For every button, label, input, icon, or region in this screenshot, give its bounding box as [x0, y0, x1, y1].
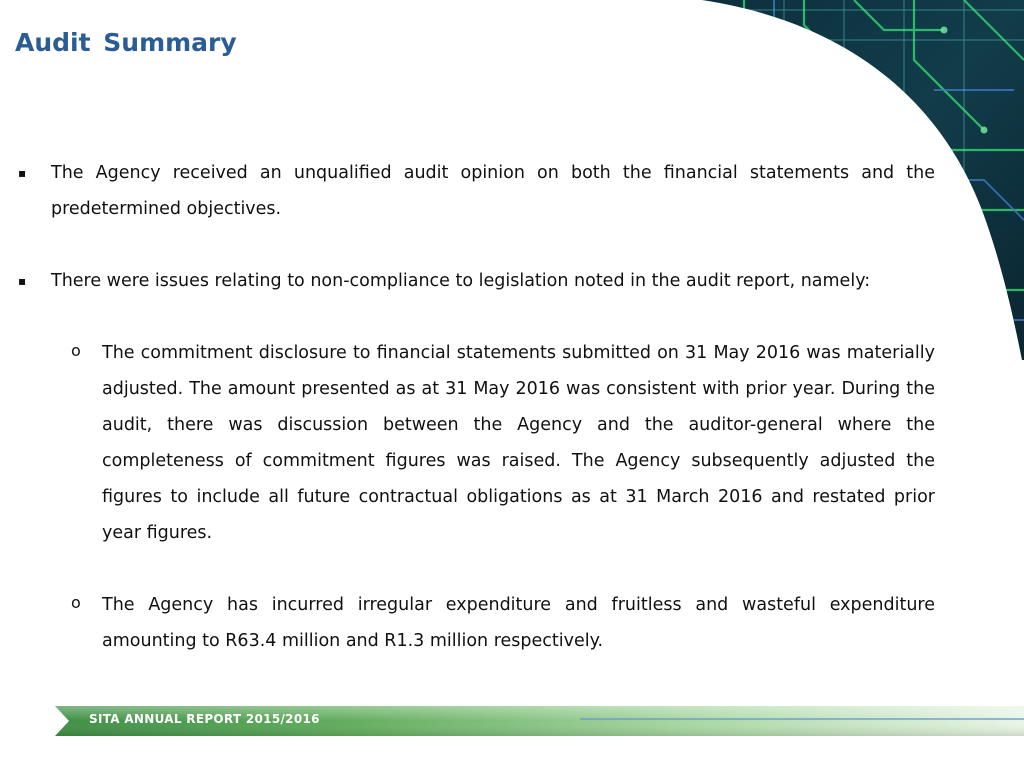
bullet-text: There were issues relating to non-compliance to legislation noted in the audit report, namely:	[51, 271, 871, 291]
circle-bullet-icon: o	[71, 593, 81, 612]
circle-bullet-icon: o	[71, 341, 81, 360]
square-bullet-icon: ▪	[18, 274, 27, 288]
bullet-item	[18, 263, 935, 299]
page-title: Audit Summary	[15, 28, 237, 57]
slide-body	[18, 155, 935, 659]
sub-bullet-text: The Agency has incurred irregular expenditure and fruitless and wasteful expenditure amounting to R63.4 million and R1.3 million respectively.	[102, 595, 935, 651]
sub-bullet-item	[18, 335, 935, 551]
footer-label: SITA ANNUAL REPORT 2015/2016	[89, 712, 320, 726]
sub-bullet-text: The commitment disclosure to financial statements submitted on 31 May 2016 was materially adjusted. The amount presented as at 31 May 2016 was consistent with prior year. During the audit, there was discussion between the Agency and the auditor-general where the completeness of commitment figures was raised. The Agency subsequently adjusted the figures to include all future contractual obligations as at 31 March 2016 and restated prior year figures.	[102, 343, 935, 543]
bullet-item	[18, 155, 935, 227]
bullet-text: The Agency received an unqualified audit opinion on both the financial statements and the predetermined objectives.	[51, 163, 935, 219]
sub-bullet-item	[18, 587, 935, 659]
square-bullet-icon: ▪	[18, 166, 27, 180]
